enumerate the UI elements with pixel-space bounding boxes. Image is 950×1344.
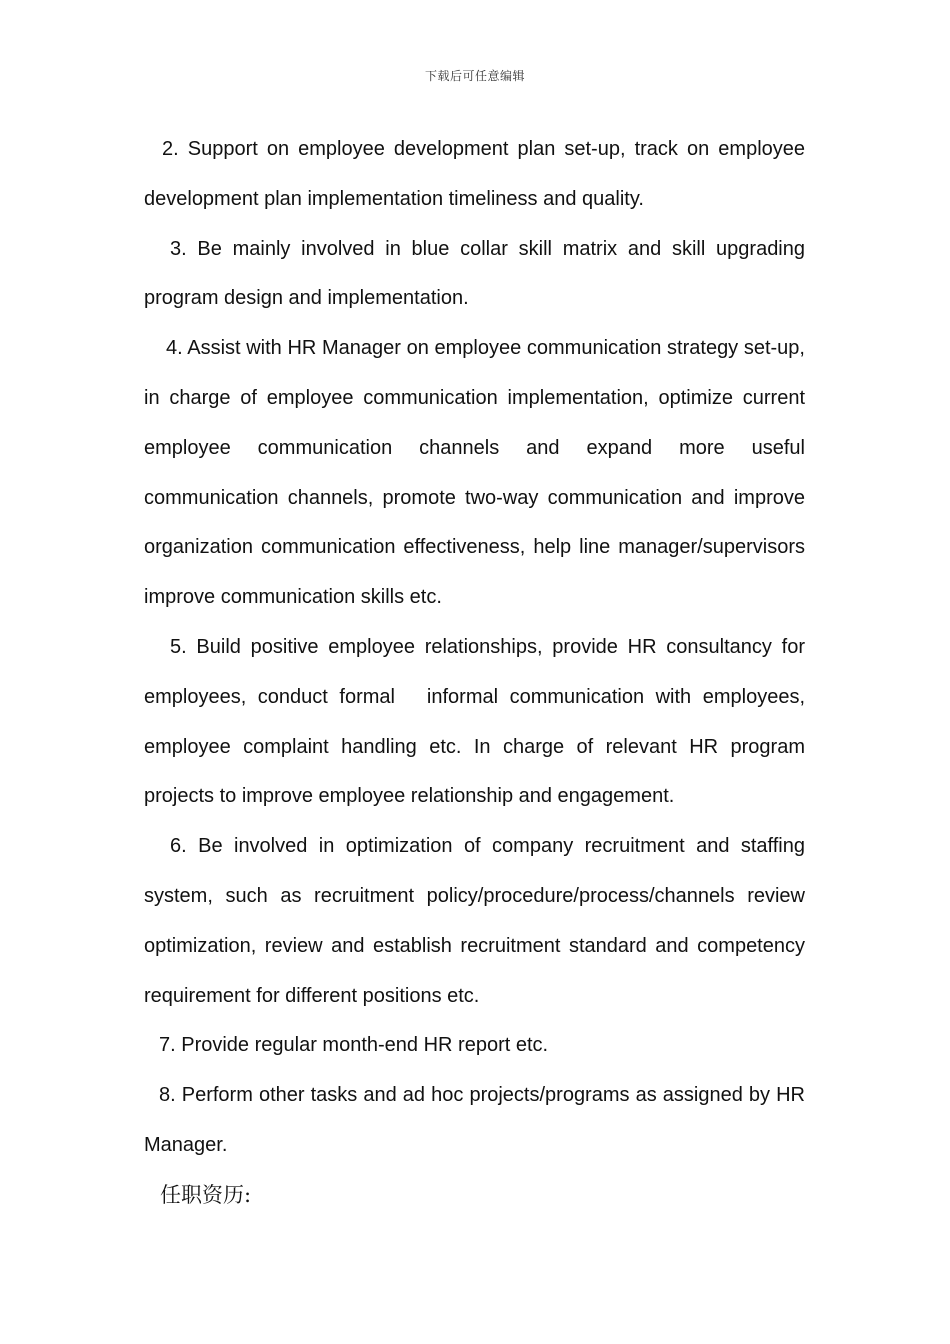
- page-header: 下载后可任意编辑: [424, 69, 525, 83]
- list-item-7: 7. Provide regular month-end HR report etc.: [159, 1034, 549, 1057]
- list-item-6: 6. Be involved in optimization of company recruitment and staffing system, such as recruitment policy/procedure/process/channels review optimization, review and establish recruitment standard and competency requirement for different positions etc.: [144, 835, 805, 1007]
- list-item-4: 4. Assist with HR Manager on employee communication strategy set-up, in charge of employee communication implementation, optimize current employee communication channels and expand more useful communication channels, promote two-way communication and improve organization communication effectiveness, help line manager/supervisors improve communication skills etc.: [144, 337, 805, 609]
- list-item-8: 8. Perform other tasks and ad hoc projects/programs as assigned by HR Manager.: [144, 1084, 805, 1156]
- list-item-2: 2. Support on employee development plan set-up, track on employee development plan implementation timeliness and quality.: [144, 138, 805, 210]
- list-item-5: 5. Build positive employee relationships, provide HR consultancy for employees, conduct formal informal communication with employees, employee complaint handling etc. In charge of relevant HR program projects to improve employee relationship and engagement.: [144, 635, 805, 808]
- section-title: 任职资历:: [160, 1182, 252, 1207]
- document-body: [144, 125, 805, 1221]
- list-item-3: 3. Be mainly involved in blue collar skill matrix and skill upgrading program design and implementation.: [144, 237, 805, 310]
